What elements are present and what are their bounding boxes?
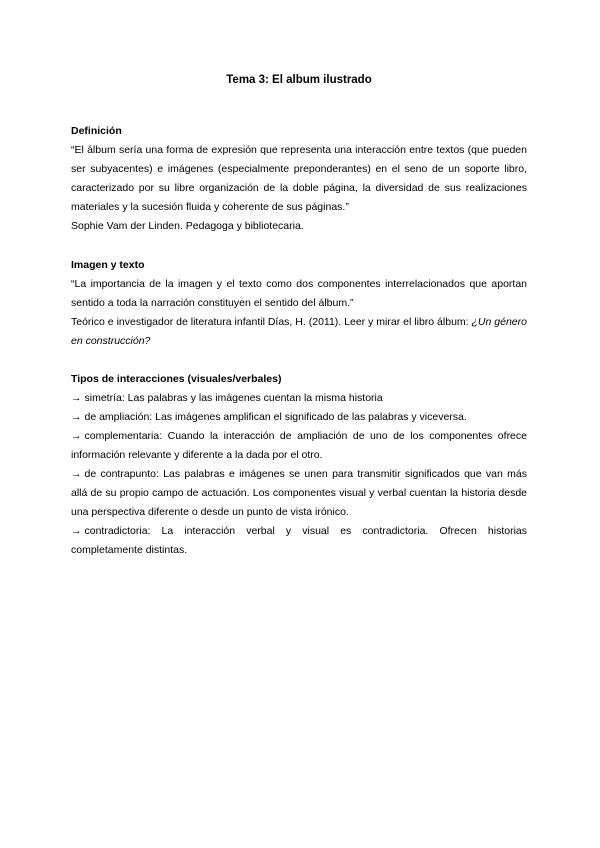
arrow-right-icon: → [71, 468, 82, 480]
section-imagen-texto [71, 256, 527, 351]
arrow-right-icon: → [71, 392, 82, 404]
document-page [71, 0, 527, 848]
definicion-heading: Definición [71, 125, 122, 137]
imagen-texto-source [71, 313, 527, 351]
source-book-title: ¿Un género en construcción? [71, 316, 527, 347]
page-title: Tema 3: El album ilustrado [226, 74, 372, 86]
definicion-quote: “El álbum sería una forma de expresión que representa una interacción entre textos (que pueden ser subyacentes) e imágenes (especialmente preponderantes) en el seno de un soporte libro, caracterizado por su libre organización de la doble página, la diversidad de sus realizaciones materiales y la sucesión fluida y coherente de sus páginas.” [71, 144, 527, 213]
interaction-item-ampliacion [71, 408, 527, 427]
arrow-right-icon: → [71, 430, 82, 442]
arrow-right-icon: → [71, 411, 82, 423]
imagen-texto-heading: Imagen y texto [71, 259, 145, 271]
interaction-text: complementaria: Cuando la interacción de ampliación de uno de los componentes ofrece información relevante y diferente a la dada por el otro. [71, 430, 527, 461]
interaction-item-simetria [71, 389, 527, 408]
tipos-heading: Tipos de interacciones (visuales/verbales) [71, 373, 282, 385]
section-tipos-interacciones [71, 370, 527, 560]
imagen-texto-quote: “La importancia de la imagen y el texto como dos componentes interrelacionados que aportan sentido a toda la narración constituyen el sentido del álbum.” [71, 278, 527, 309]
interaction-text: de ampliación: Las imágenes amplifican el significado de las palabras y viceversa. [84, 411, 467, 423]
interaction-text: de contrapunto: Las palabras e imágenes se unen para transmitir significados que van más allá de su propio campo de actuación. Los componentes visual y verbal cuentan la historia desde una perspectiva diferente o desde un punto de vista irónico. [71, 468, 527, 518]
source-text: Teórico e investigador de literatura infantil Días, H. (2011). Leer y mirar el libro álbum: [71, 316, 472, 328]
interaction-text: contradictoria: La interacción verbal y visual es contradictoria. Ofrecen historias completamente distintas. [71, 525, 527, 556]
interaction-item-contradictoria [71, 522, 527, 560]
interaction-item-contrapunto [71, 465, 527, 522]
interaction-item-complementaria [71, 427, 527, 465]
section-definicion [71, 122, 527, 236]
definicion-author: Sophie Vam der Linden. Pedagoga y bibliotecaria. [71, 220, 304, 232]
arrow-right-icon: → [71, 525, 82, 537]
interaction-text: simetría: Las palabras y las imágenes cuentan la misma historia [84, 392, 383, 404]
